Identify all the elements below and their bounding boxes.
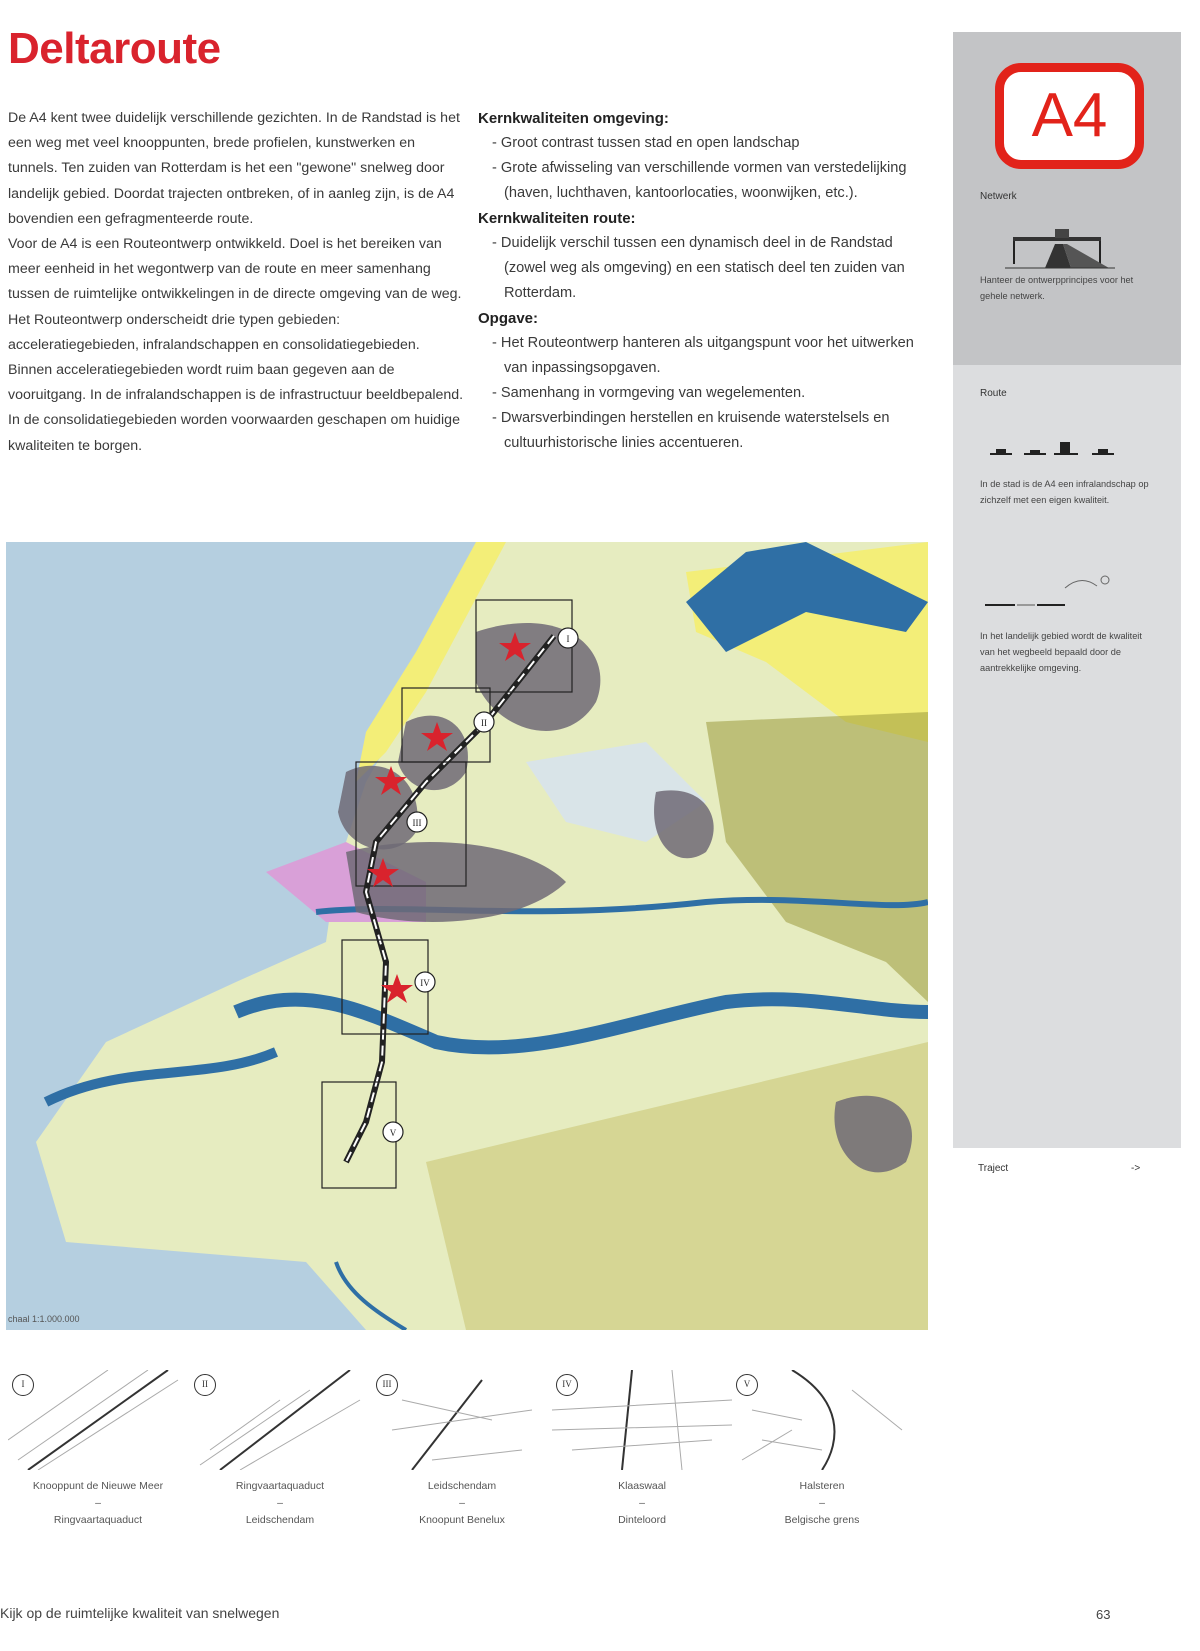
section-label-ii: II bbox=[481, 718, 487, 728]
list-item: - Duidelijk verschil tussen een dynamisch deel in de Randstad (zowel weg als omgeving) en een statisch deel ten zuiden van Rotterdam. bbox=[492, 231, 938, 306]
section-thumbnails bbox=[0, 1360, 940, 1540]
intro-paragraph-2: Voor de A4 is een Routeontwerp ontwikkeld. Doel is het bereiken van meer eenheid in het wegontwerp van de route en meer samenhang tussen de ruimtelijke ontwikkelingen in de directe omgeving van de weg. Het Routeontwerp onderscheidt drie typen gebieden: acceleratiegebieden, infralandschappen en consolidatiegebieden. Binnen acceleratiegebieden wordt ruim baan gegeven aan de vooruitgang. In de infralandschappen is de infrastructuur beeldbepalend. In de consolidatiegebieden worden voorwaarden geschapen om huidige kwaliteiten te borgen. bbox=[8, 236, 464, 454]
map-scale: chaal 1:1.000.000 bbox=[8, 1314, 80, 1324]
traject-arrow: -> bbox=[1131, 1163, 1141, 1174]
thumb-sketch bbox=[552, 1370, 732, 1470]
route-label: Route bbox=[980, 388, 1007, 399]
env-heading: Kernkwaliteiten omgeving: bbox=[478, 110, 669, 127]
section-label-iii: III bbox=[412, 818, 422, 828]
list-item: - Het Routeontwerp hanteren als uitgangspunt voor het uitwerken van inpassingsopgaven. bbox=[492, 331, 938, 381]
route-profile-city-icon bbox=[990, 436, 1130, 458]
thumb-caption: Leidschendam – Knoopunt Benelux bbox=[419, 1480, 505, 1526]
list-item: - Groot contrast tussen stad en open landschap bbox=[492, 131, 938, 156]
thumb-caption: Klaaswaal – Dinteloord bbox=[618, 1480, 666, 1526]
env-list bbox=[478, 131, 938, 206]
task-list bbox=[478, 331, 938, 456]
list-item: - Dwarsverbindingen herstellen en kruisende waterstelsels en cultuurhistorische linies accentueren. bbox=[492, 406, 938, 456]
thumb-caption: Knooppunt de Nieuwe Meer – Ringvaartaquaduct bbox=[32, 1480, 164, 1526]
route-text-city: In de stad is de A4 een infralandschap op zichzelf met een eigen kwaliteit. bbox=[980, 479, 1149, 505]
page-number: 63 bbox=[1096, 1607, 1111, 1622]
thumb-number: IV bbox=[556, 1374, 578, 1396]
thumb-number: III bbox=[376, 1374, 398, 1396]
thumb-number: I bbox=[12, 1374, 34, 1396]
intro-paragraph-1: De A4 kent twee duidelijk verschillende gezichten. In de Randstad is het een weg met veel knooppunten, brede profielen, kunstwerken en tunnels. Ten zuiden van Rotterdam is het een "gewone" snelweg door landelijk gebied. Doordat trajecten ontbreken, of in aanleg zijn, is de A4 bovendien een gefragmenteerde route. bbox=[8, 110, 460, 227]
route-list bbox=[478, 231, 938, 306]
footer-title: Kijk op de ruimtelijke kwaliteit van snelwegen bbox=[0, 1605, 280, 1621]
task-heading: Opgave: bbox=[478, 310, 539, 327]
network-label: Netwerk bbox=[980, 191, 1017, 202]
thumb-sketch bbox=[8, 1370, 188, 1470]
qualities-column bbox=[478, 106, 938, 456]
route-heading: Kernkwaliteiten route: bbox=[478, 210, 636, 227]
thumb-sketch bbox=[190, 1370, 370, 1470]
thumb-number: II bbox=[194, 1374, 216, 1396]
section-label-v: V bbox=[389, 1128, 397, 1138]
road-badge: A4 bbox=[995, 63, 1144, 169]
thumb-caption: Ringvaartaquaduct – Leidschendam bbox=[235, 1480, 325, 1526]
route-text-rural: In het landelijk gebied wordt de kwaliteit van het wegbeeld bepaald door de aantrekkelijke omgeving. bbox=[980, 631, 1142, 673]
list-item: - Samenhang in vormgeving van wegelementen. bbox=[492, 381, 938, 406]
thumb-number: V bbox=[736, 1374, 758, 1396]
network-text: Hanteer de ontwerpprincipes voor het gehele netwerk. bbox=[980, 275, 1134, 301]
page-title: Deltaroute bbox=[8, 24, 221, 73]
thumb-sketch bbox=[732, 1370, 912, 1470]
traject-label: Traject bbox=[978, 1163, 1009, 1174]
route-map bbox=[6, 542, 928, 1330]
section-label-i: I bbox=[566, 634, 570, 644]
section-label-iv: IV bbox=[420, 978, 430, 988]
intro-text bbox=[8, 106, 466, 459]
network-road-icon bbox=[1005, 220, 1115, 270]
thumb-sketch bbox=[372, 1370, 552, 1470]
thumb-caption: Halsteren – Belgische grens bbox=[784, 1480, 860, 1526]
list-item: - Grote afwisseling van verschillende vormen van verstedelijking (haven, luchthaven, kantoorlocaties, woonwijken, etc.). bbox=[492, 156, 938, 206]
route-profile-rural-icon bbox=[985, 570, 1125, 610]
